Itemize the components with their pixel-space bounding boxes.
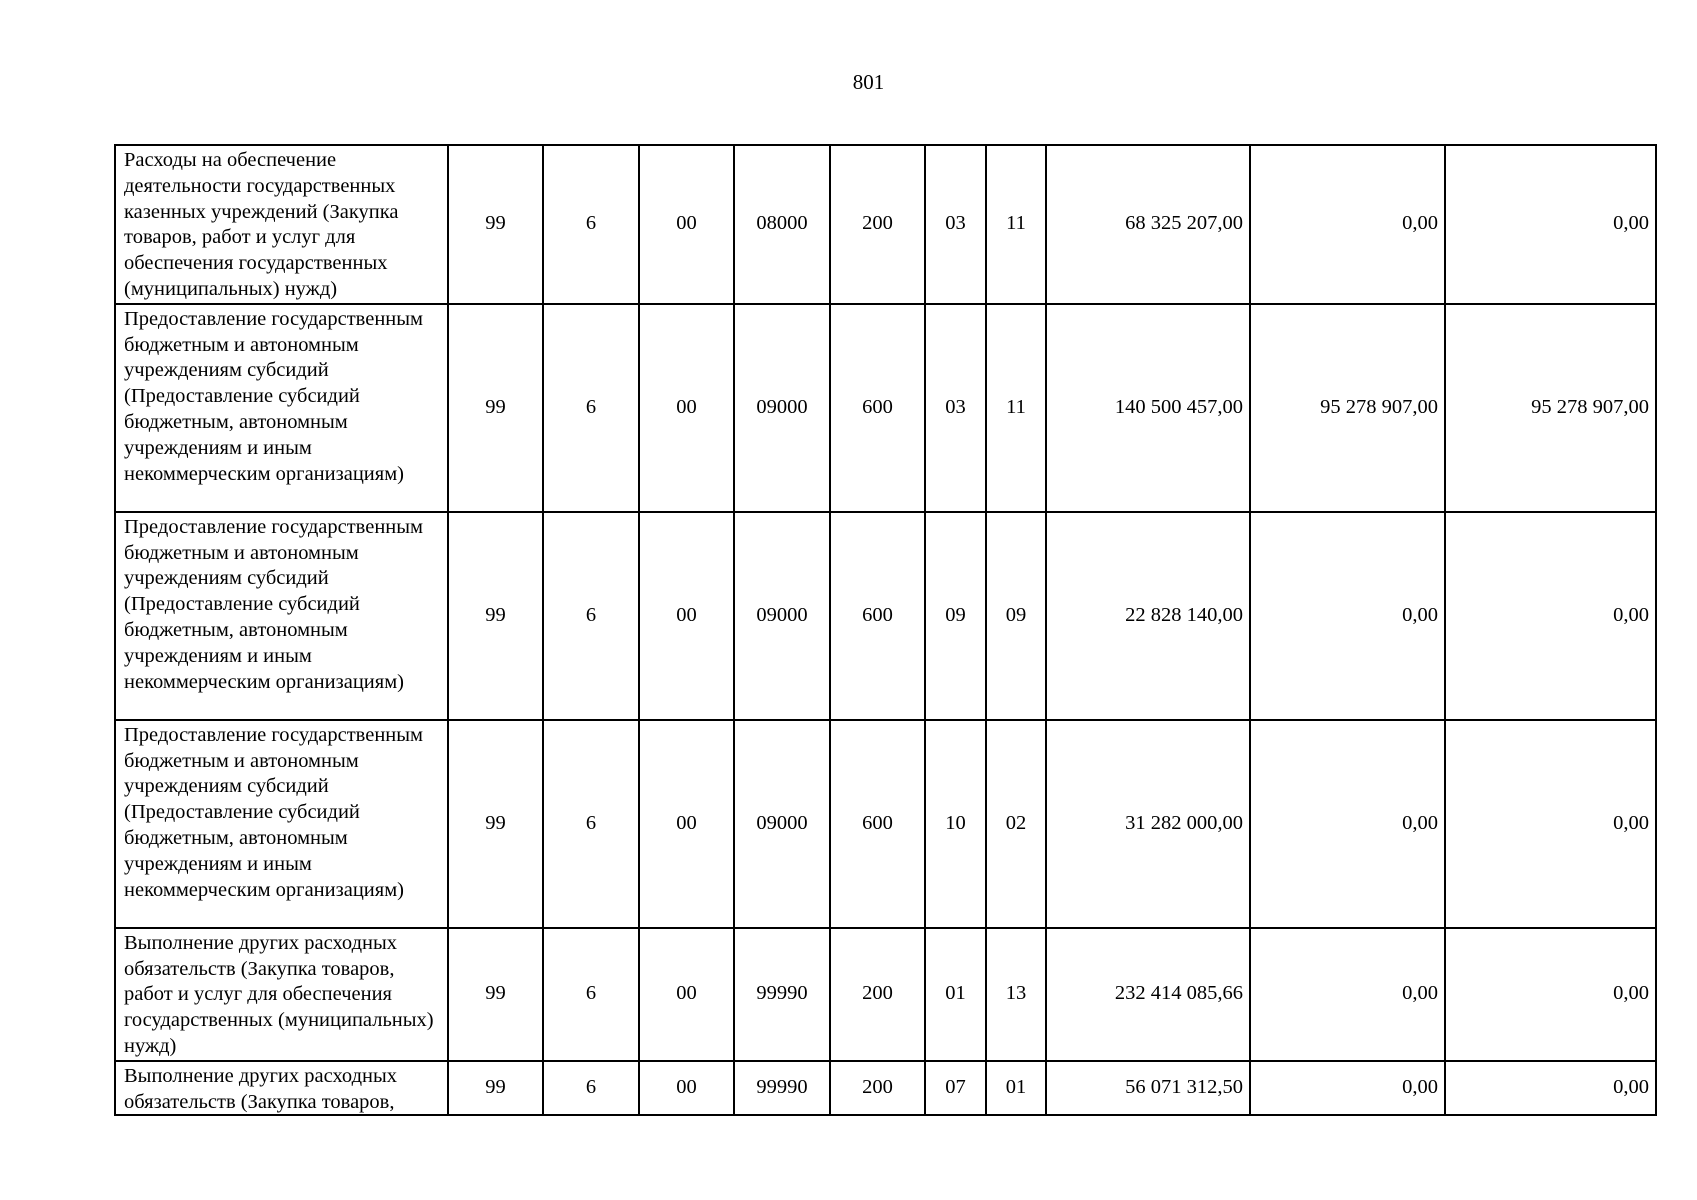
- amount-year-3: 0,00: [1445, 1061, 1656, 1115]
- table-row: [115, 512, 1656, 720]
- expense-type-code: 600: [830, 720, 925, 928]
- program-code: 99: [448, 145, 543, 304]
- subsection-code: 01: [986, 1061, 1046, 1115]
- expense-code: 09000: [734, 512, 830, 720]
- amount-year-1: 232 414 085,66: [1046, 928, 1250, 1061]
- row-description: Предоставление государственным бюджетным и автономным учреждениям субсидий (Предоставление субсидий бюджетным, автономным учреждениям и иным некоммерческим организациям): [115, 512, 448, 720]
- expense-type-code: 200: [830, 928, 925, 1061]
- amount-year-1: 140 500 457,00: [1046, 304, 1250, 512]
- expense-code: 09000: [734, 720, 830, 928]
- expense-type-code: 600: [830, 304, 925, 512]
- row-description: [115, 1061, 448, 1115]
- amount-year-3: 95 278 907,00: [1445, 304, 1656, 512]
- row-description-text: Выполнение других расходных обязательств (Закупка товаров,: [124, 1064, 398, 1113]
- expense-type-code: 200: [830, 145, 925, 304]
- row-description: Выполнение других расходных обязательств (Закупка товаров, работ и услуг для обеспечения государственных (муниципальных) нужд): [115, 928, 448, 1061]
- program-code: 99: [448, 928, 543, 1061]
- amount-year-3: 0,00: [1445, 720, 1656, 928]
- amount-year-2: 0,00: [1250, 1061, 1445, 1115]
- amount-year-1: 31 282 000,00: [1046, 720, 1250, 928]
- amount-year-2: 95 278 907,00: [1250, 304, 1445, 512]
- program-code: 99: [448, 304, 543, 512]
- direction-code: 00: [639, 1061, 734, 1115]
- expense-type-code: 200: [830, 1061, 925, 1115]
- expense-code: 09000: [734, 304, 830, 512]
- section-code: 03: [925, 304, 986, 512]
- amount-year-2: 0,00: [1250, 512, 1445, 720]
- section-code: 10: [925, 720, 986, 928]
- table-row: [115, 720, 1656, 928]
- subsection-code: 11: [986, 145, 1046, 304]
- amount-year-3: 0,00: [1445, 145, 1656, 304]
- amount-year-3: 0,00: [1445, 512, 1656, 720]
- table-row: [115, 145, 1656, 304]
- row-description: Предоставление государственным бюджетным и автономным учреждениям субсидий (Предоставление субсидий бюджетным, автономным учреждениям и иным некоммерческим организациям): [115, 304, 448, 512]
- direction-code: 00: [639, 512, 734, 720]
- page-number: 801: [852, 70, 885, 94]
- subprogram-code: 6: [543, 145, 639, 304]
- amount-year-2: 0,00: [1250, 720, 1445, 928]
- subprogram-code: 6: [543, 512, 639, 720]
- subprogram-code: 6: [543, 720, 639, 928]
- amount-year-1: 22 828 140,00: [1046, 512, 1250, 720]
- subsection-code: 02: [986, 720, 1046, 928]
- program-code: 99: [448, 1061, 543, 1115]
- expense-type-code: 600: [830, 512, 925, 720]
- section-code: 03: [925, 145, 986, 304]
- direction-code: 00: [639, 304, 734, 512]
- direction-code: 00: [639, 145, 734, 304]
- row-description: Расходы на обеспечение деятельности государственных казенных учреждений (Закупка товаров, работ и услуг для обеспечения государственных (муниципальных) нужд): [115, 145, 448, 304]
- subprogram-code: 6: [543, 304, 639, 512]
- section-code: 09: [925, 512, 986, 720]
- section-code: 01: [925, 928, 986, 1061]
- budget-table: [114, 144, 1657, 1116]
- amount-year-1: 56 071 312,50: [1046, 1061, 1250, 1115]
- table-row: [115, 304, 1656, 512]
- row-description: Предоставление государственным бюджетным и автономным учреждениям субсидий (Предоставление субсидий бюджетным, автономным учреждениям и иным некоммерческим организациям): [115, 720, 448, 928]
- direction-code: 00: [639, 720, 734, 928]
- amount-year-2: 0,00: [1250, 928, 1445, 1061]
- subsection-code: 09: [986, 512, 1046, 720]
- amount-year-2: 0,00: [1250, 145, 1445, 304]
- expense-code: 08000: [734, 145, 830, 304]
- program-code: 99: [448, 720, 543, 928]
- subsection-code: 13: [986, 928, 1046, 1061]
- amount-year-3: 0,00: [1445, 928, 1656, 1061]
- program-code: 99: [448, 512, 543, 720]
- expense-code: 99990: [734, 928, 830, 1061]
- direction-code: 00: [639, 928, 734, 1061]
- subsection-code: 11: [986, 304, 1046, 512]
- table-row: [115, 1061, 1656, 1115]
- section-code: 07: [925, 1061, 986, 1115]
- table-row: [115, 928, 1656, 1061]
- subprogram-code: 6: [543, 928, 639, 1061]
- amount-year-1: 68 325 207,00: [1046, 145, 1250, 304]
- expense-code: 99990: [734, 1061, 830, 1115]
- subprogram-code: 6: [543, 1061, 639, 1115]
